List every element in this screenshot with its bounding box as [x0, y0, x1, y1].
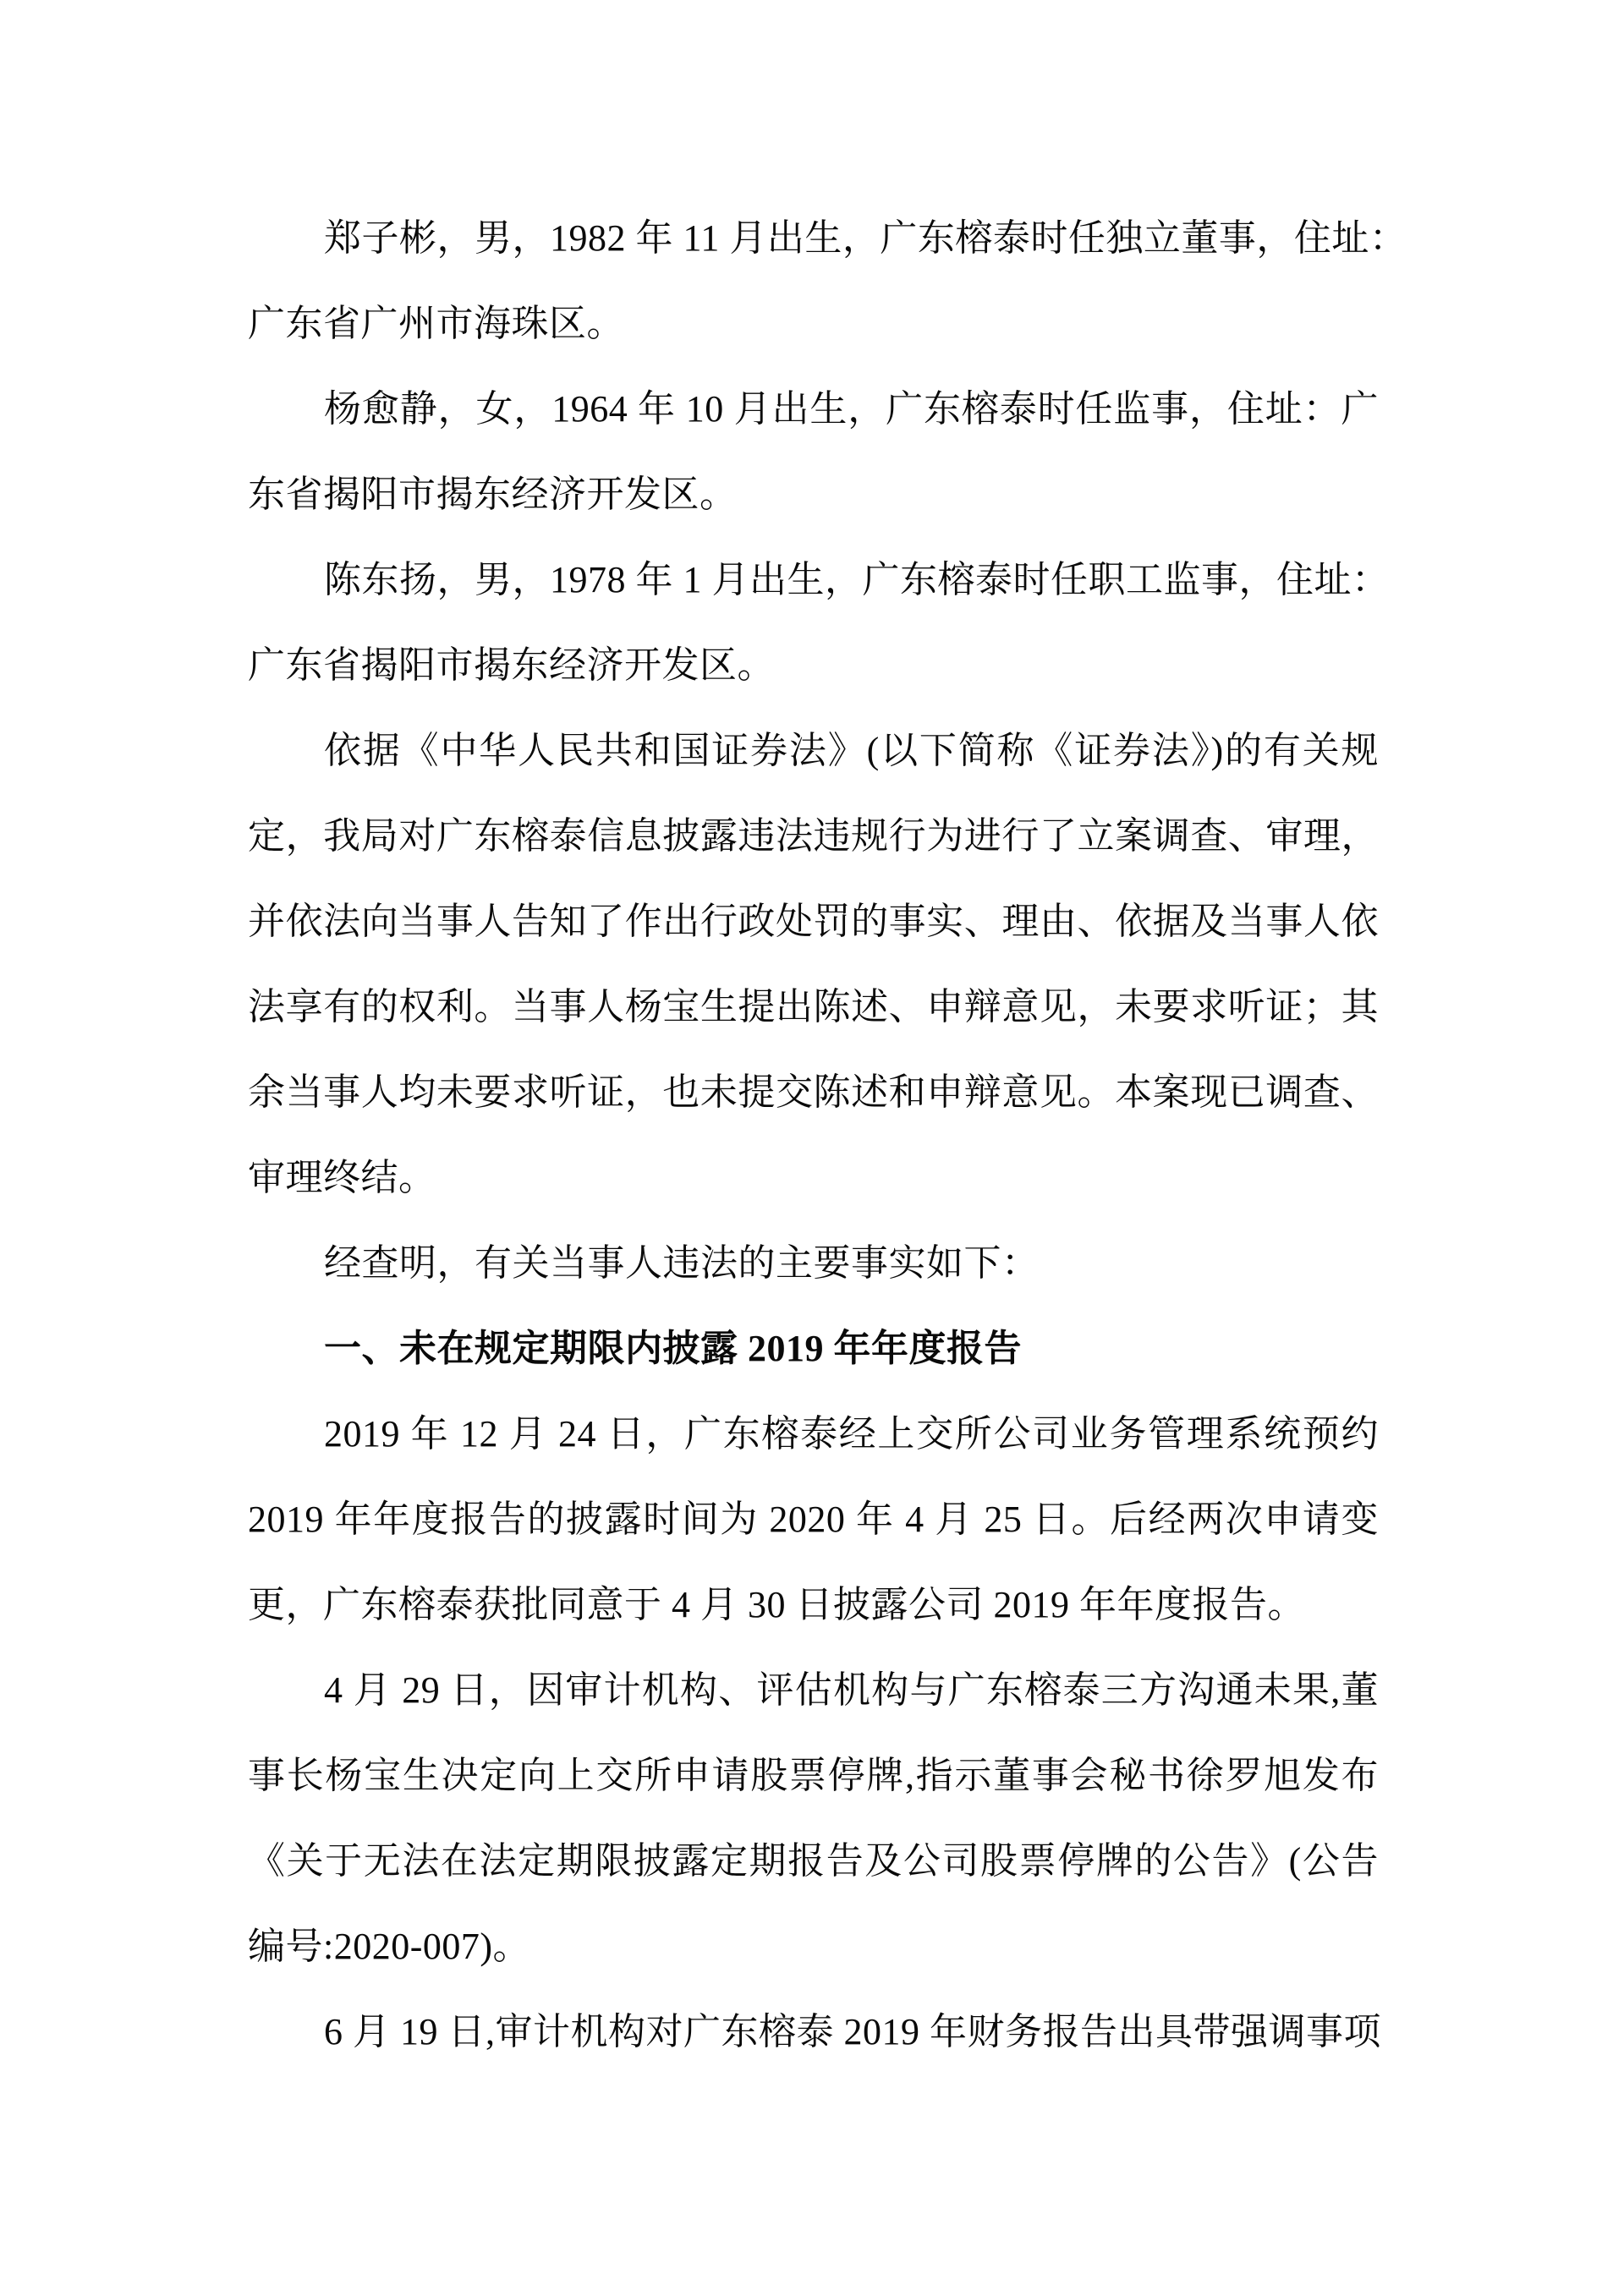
- text-line: 并依法向当事人告知了作出行政处罚的事实、理由、依据及当事人依: [248, 901, 1379, 942]
- text-line: 编号:2020-007)。: [248, 1926, 531, 1967]
- text-line: 审理终结。: [248, 1157, 436, 1198]
- text-line: 《关于无法在法定期限披露定期报告及公司股票停牌的公告》(公告: [248, 1840, 1379, 1882]
- text-line: 东省揭阳市揭东经济开发区。: [248, 474, 738, 515]
- text-line: 2019 年 12 月 24 日，广东榕泰经上交所公司业务管理系统预约: [324, 1413, 1379, 1455]
- text-line: 广东省揭阳市揭东经济开发区。: [248, 644, 775, 686]
- text-line: 事长杨宝生决定向上交所申请股票停牌,指示董事会秘书徐罗旭发布: [248, 1755, 1379, 1796]
- text-line: 定，我局对广东榕泰信息披露违法违规行为进行了立案调查、审理，: [248, 815, 1379, 857]
- text-line: 4 月 29 日，因审计机构、评估机构与广东榕泰三方沟通未果,董: [324, 1669, 1379, 1711]
- text-line: 杨愈静，女，1964 年 10 月出生，广东榕泰时任监事，住址：广: [324, 388, 1379, 430]
- text-line: 余当事人均未要求听证，也未提交陈述和申辩意见。本案现已调查、: [248, 1071, 1379, 1113]
- section-heading: 一、未在规定期限内披露 2019 年年度报告: [324, 1328, 1022, 1369]
- text-line: 陈东扬，男，1978 年 1 月出生，广东榕泰时任职工监事，住址：: [324, 559, 1390, 600]
- document-body: [248, 195, 1407, 2074]
- text-line: 广东省广州市海珠区。: [248, 303, 624, 344]
- text-line: 经查明，有关当事人违法的主要事实如下：: [324, 1242, 1040, 1284]
- text-line: 更，广东榕泰获批同意于 4 月 30 日披露公司 2019 年年度报告。: [248, 1584, 1305, 1625]
- text-line: 2019 年年度报告的披露时间为 2020 年 4 月 25 日。后经两次申请变: [248, 1499, 1379, 1540]
- text-line: 郑子彬，男，1982 年 11 月出生，广东榕泰时任独立董事，住址：: [324, 217, 1407, 259]
- text-line: 6 月 19 日,审计机构对广东榕泰 2019 年财务报告出具带强调事项: [324, 2011, 1381, 2052]
- text-line: 法享有的权利。当事人杨宝生提出陈述、申辩意见，未要求听证；其: [248, 986, 1379, 1027]
- text-line: 依据《中华人民共和国证券法》(以下简称《证券法》)的有关规: [324, 730, 1379, 771]
